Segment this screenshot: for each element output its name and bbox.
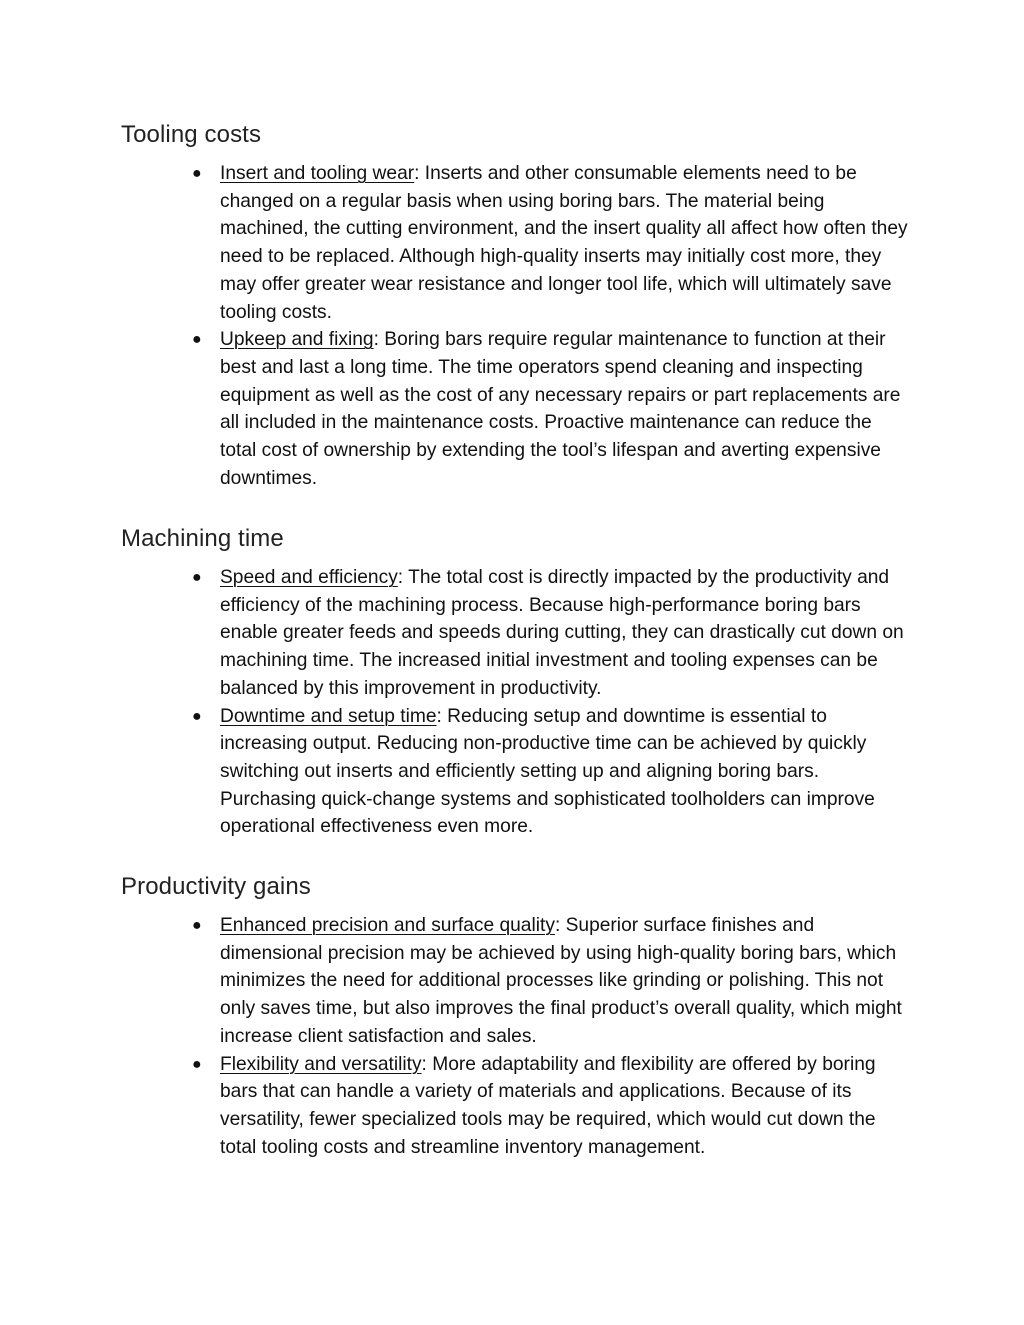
list-item bbox=[121, 160, 910, 326]
section-heading: Machining time bbox=[121, 525, 284, 552]
list-item bbox=[121, 326, 910, 492]
bullet-icon: ● bbox=[192, 1055, 202, 1073]
item-term: Speed and efficiency bbox=[220, 567, 398, 588]
item-term: Flexibility and versatility bbox=[220, 1053, 422, 1075]
item-text: : Reducing setup and downtime is essential to increasing output. Reducing non-productive time can be achieved by quickly switching out inserts and efficiently setting up and aligning boring bars. Purchasing quick-change systems and sophisticated toolholders can improve operational effectiveness even more. bbox=[220, 705, 875, 838]
section-heading: Productivity gains bbox=[121, 873, 311, 900]
section-productivity-gains bbox=[121, 870, 911, 1161]
bullet-list bbox=[121, 564, 911, 841]
item-text: : More adaptability and flexibility are offered by boring bars that can handle a variety of materials and applications. Because of its versatility, fewer specialized tools may be required, which would cut down the total tooling costs and streamline inventory management. bbox=[220, 1053, 876, 1158]
item-term: Upkeep and fixing bbox=[220, 329, 374, 351]
item-text: : Superior surface finishes and dimensional precision may be achieved by using high-quality boring bars, which minimizes the need for additional processes like grinding or polishing. This not only saves time, but also improves the final product’s overall quality, which might increase client satisfaction and sales. bbox=[220, 915, 902, 1047]
item-text: : Inserts and other consumable elements need to be changed on a regular basis when using boring bars. The material being machined, the cutting environment, and the insert quality all affect how often they need to be replaced. Although high-quality inserts may initially cost more, they may offer greater wear resistance and longer tool life, which will ultimately save tooling costs. bbox=[220, 163, 908, 323]
list-item bbox=[121, 912, 910, 1051]
item-text: : Boring bars require regular maintenance to function at their best and last a long time. The time operators spend cleaning and inspecting equipment as well as the cost of any necessary repairs or part replacements are all included in the maintenance costs. Proactive maintenance can reduce the total cost of ownership by extending the tool’s lifespan and averting expensive downtimes. bbox=[220, 329, 901, 489]
item-text: : The total cost is directly impacted by the productivity and efficiency of the machining process. Because high-performance boring bars enable greater feeds and speeds during cutting, they can drastically cut down on machining time. The increased initial investment and tooling expenses can be balanced by this improvement in productivity. bbox=[220, 567, 904, 699]
item-term: Downtime and setup time bbox=[220, 705, 437, 727]
item-term: Enhanced precision and surface quality bbox=[220, 915, 555, 936]
list-item bbox=[121, 703, 910, 842]
list-item bbox=[121, 1051, 910, 1162]
list-item bbox=[121, 564, 910, 703]
item-term: Insert and tooling wear bbox=[220, 163, 415, 184]
bullet-list bbox=[121, 160, 911, 492]
bullet-icon: ● bbox=[192, 707, 202, 725]
bullet-icon: ● bbox=[192, 331, 202, 349]
section-tooling-costs bbox=[121, 118, 911, 492]
section-machining-time bbox=[121, 522, 911, 841]
bullet-icon: ● bbox=[192, 569, 202, 586]
bullet-icon: ● bbox=[192, 165, 202, 182]
bullet-icon: ● bbox=[192, 917, 202, 934]
section-heading: Tooling costs bbox=[121, 121, 262, 148]
bullet-list bbox=[121, 912, 911, 1161]
